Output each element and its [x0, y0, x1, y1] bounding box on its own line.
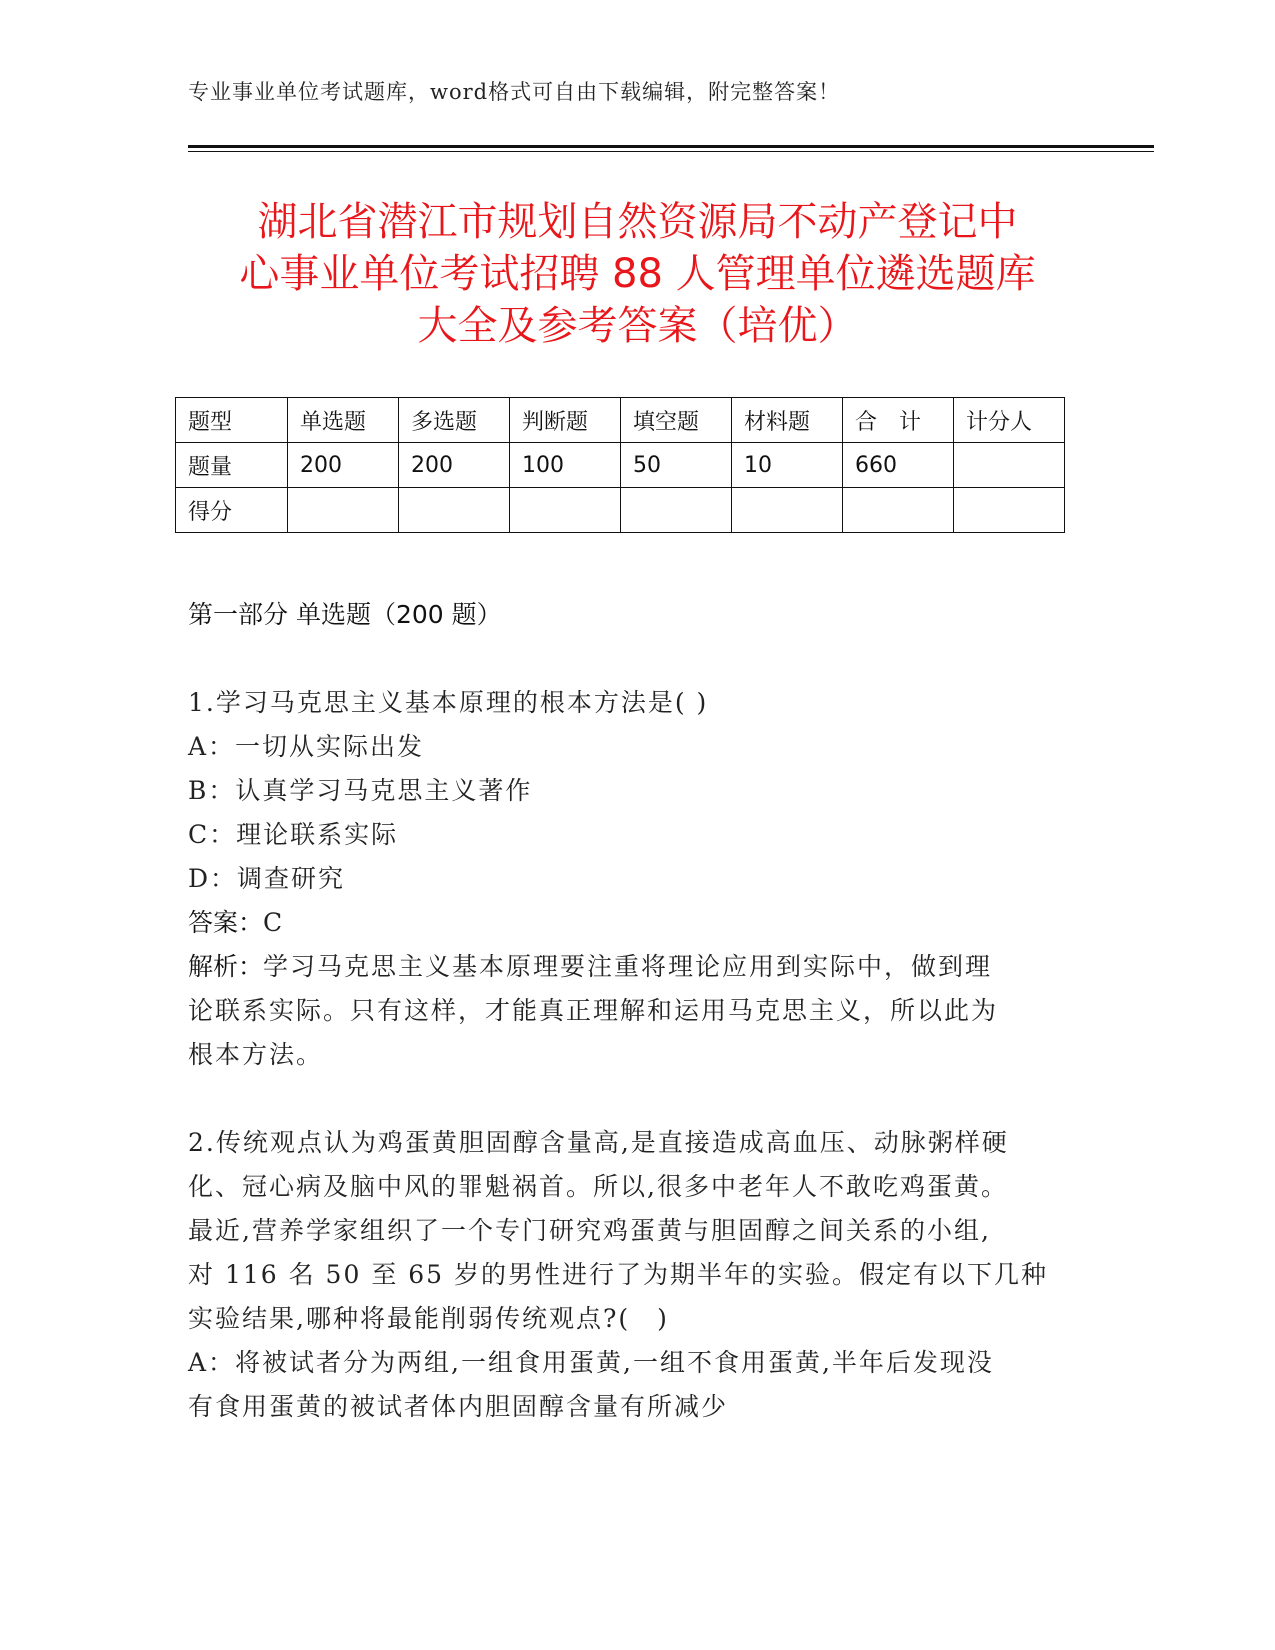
- table-cell: 合 计: [843, 398, 954, 443]
- table-cell: 200: [288, 443, 399, 488]
- answer-label: 答案：: [188, 908, 264, 937]
- document-title: [160, 196, 1115, 352]
- table-cell: [732, 488, 843, 533]
- table-cell: 题型: [176, 398, 288, 443]
- question-2-stem-line-1: 2.传统观点认为鸡蛋黄胆固醇含量高,是直接造成高血压、动脉粥样硬: [188, 1128, 1009, 1157]
- header-divider-thick: [188, 145, 1154, 148]
- question-2-stem-line-2: 化、冠心病及脑中风的罪魁祸首。所以,很多中老年人不敢吃鸡蛋黄。: [188, 1172, 1008, 1201]
- header-divider-thin: [188, 151, 1154, 152]
- score-table-header-row: [176, 398, 1065, 443]
- table-cell: 660: [843, 443, 954, 488]
- question-1-answer: [188, 903, 284, 939]
- title-line-2: 心事业单位考试招聘 88 人管理单位遴选题库: [239, 251, 1036, 297]
- table-cell: 10: [732, 443, 843, 488]
- title-line-1: 湖北省潜江市规划自然资源局不动产登记中: [257, 199, 1018, 245]
- answer-value: C: [263, 908, 285, 937]
- question-1-option-b: B：认真学习马克思主义著作: [188, 776, 533, 805]
- question-2-stem-line-4: 对 116 名 50 至 65 岁的男性进行了为期半年的实验。假定有以下几种: [188, 1260, 1049, 1289]
- table-cell: 填空题: [621, 398, 732, 443]
- question-2-option-a-line-2: 有食用蛋黄的被试者体内胆固醇含量有所减少: [188, 1392, 729, 1421]
- analysis-text: 学习马克思主义基本原理要注重将理论应用到实际中，做到理: [263, 952, 993, 981]
- score-table-quantity-row: [176, 443, 1065, 488]
- table-cell: [288, 488, 399, 533]
- score-table: [175, 397, 1065, 533]
- question-2-stem-line-5: 实验结果,哪种将最能削弱传统观点?( ): [188, 1304, 669, 1333]
- question-1-option-a: A：一切从实际出发: [188, 732, 425, 761]
- table-cell: 100: [510, 443, 621, 488]
- table-cell: 题量: [176, 443, 288, 488]
- table-cell: [510, 488, 621, 533]
- title-line-3: 大全及参考答案（培优）: [417, 303, 858, 349]
- question-2-option-a-line-1: A：将被试者分为两组,一组食用蛋黄,一组不食用蛋黄,半年后发现没: [188, 1348, 994, 1377]
- table-cell: 判断题: [510, 398, 621, 443]
- analysis-label: 解析：: [188, 952, 264, 981]
- question-1-option-d: D：调查研究: [188, 864, 346, 893]
- question-1-analysis-line-3: 根本方法。: [188, 1040, 324, 1069]
- table-cell: [954, 488, 1065, 533]
- table-cell: [621, 488, 732, 533]
- score-table-score-row: [176, 488, 1065, 533]
- question-1-analysis-line-2: 论联系实际。只有这样，才能真正理解和运用马克思主义，所以此为: [188, 996, 999, 1025]
- question-1-analysis-line-1: [188, 947, 992, 983]
- table-cell: 计分人: [954, 398, 1065, 443]
- question-1-stem: 1.学习马克思主义基本原理的根本方法是( ): [188, 688, 709, 717]
- table-cell: [954, 443, 1065, 488]
- table-cell: [843, 488, 954, 533]
- table-cell: 单选题: [288, 398, 399, 443]
- header-note: 专业事业单位考试题库，word格式可自由下载编辑，附完整答案！: [188, 80, 841, 104]
- table-cell: [399, 488, 510, 533]
- table-cell: 200: [399, 443, 510, 488]
- question-1-option-c: C：理论联系实际: [188, 820, 399, 849]
- section-heading: 第一部分 单选题（200 题）: [188, 600, 502, 629]
- table-cell: 50: [621, 443, 732, 488]
- table-cell: 材料题: [732, 398, 843, 443]
- question-2-stem-line-3: 最近,营养学家组织了一个专门研究鸡蛋黄与胆固醇之间关系的小组,: [188, 1216, 991, 1245]
- table-cell: 得分: [176, 488, 288, 533]
- table-cell: 多选题: [399, 398, 510, 443]
